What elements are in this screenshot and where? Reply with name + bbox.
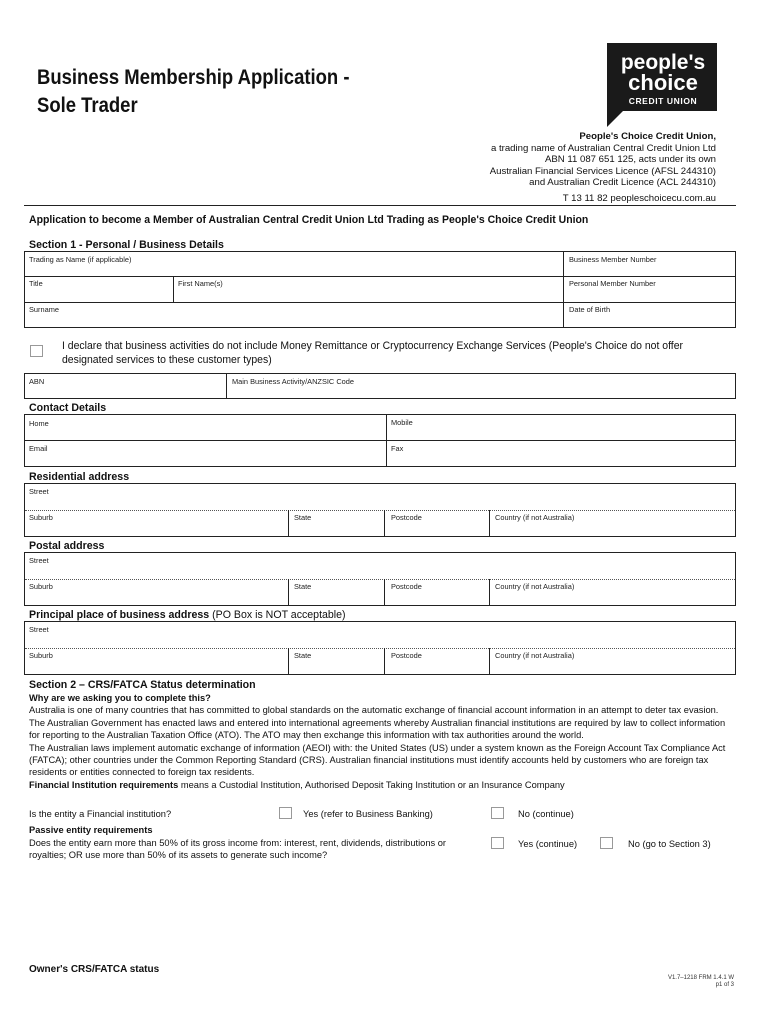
fi-yes-label: Yes (refer to Business Banking) — [303, 809, 433, 819]
title-line-1: Business Membership Application - — [37, 66, 350, 89]
passive-no-checkbox[interactable] — [600, 837, 613, 849]
fi-no-checkbox[interactable] — [491, 807, 504, 819]
abn-field[interactable]: ABN — [29, 377, 45, 386]
fi-requirements — [29, 779, 729, 791]
first-names-field[interactable]: First Name(s) — [178, 279, 223, 288]
principal-postcode-field[interactable]: Postcode — [391, 651, 422, 660]
principal-state-field[interactable]: State — [294, 651, 312, 660]
residential-box — [24, 483, 736, 537]
cu-line: Australian Financial Services Licence (AFSL 244310) — [489, 165, 716, 177]
principal-heading — [29, 609, 346, 621]
principal-heading-bold: Principal place of business address — [29, 609, 210, 621]
passive-no-label: No (go to Section 3) — [628, 839, 711, 849]
postal-country-field[interactable]: Country (if not Australia) — [495, 582, 575, 591]
passive-question-2: royalties; OR use more than 50% of its assets to generate such income? — [29, 850, 328, 860]
residential-state-field[interactable]: State — [294, 513, 312, 522]
cu-name: People's Choice Credit Union, — [579, 131, 716, 142]
paragraph-1: Australia is one of many countries that has committed to global standards on the automatic exchange of financial account information in an attempt to deter tax evasion. — [29, 705, 719, 716]
residential-suburb-field[interactable]: Suburb — [29, 513, 53, 522]
fi-requirements-bold: Financial Institution requirements — [29, 779, 179, 790]
postal-box — [24, 552, 736, 606]
contact-box — [24, 414, 736, 467]
postal-street-field[interactable]: Street — [29, 556, 49, 565]
home-phone-field[interactable]: Home — [29, 419, 49, 428]
section2-heading: Section 2 – CRS/FATCA Status determination — [29, 679, 256, 691]
principal-suburb-field[interactable]: Suburb — [29, 651, 53, 660]
section1-heading: Section 1 - Personal / Business Details — [29, 239, 224, 251]
passive-question-1: Does the entity earn more than 50% of its gross income from: interest, rent, dividends, distributions or — [29, 838, 447, 848]
application-statement: Application to become a Member of Australian Central Credit Union Ltd Trading as People's Choice Credit Union — [29, 214, 589, 226]
declaration-text: I declare that business activities do not include Money Remittance or Cryptocurrency Exchange Services (People's Choice do not offer designated services to these customer types) — [62, 340, 684, 366]
passive-yes-checkbox[interactable] — [491, 837, 504, 849]
cu-contact: T 13 11 82 peopleschoicecu.com.au — [562, 192, 716, 204]
residential-heading: Residential address — [29, 471, 130, 483]
postal-heading: Postal address — [29, 540, 105, 552]
principal-country-field[interactable]: Country (if not Australia) — [495, 651, 575, 660]
cu-line: a trading name of Australian Central Credit Union Ltd — [490, 142, 716, 154]
logo-text-2: choice — [628, 70, 698, 95]
residential-postcode-field[interactable]: Postcode — [391, 513, 422, 522]
abn-box — [24, 373, 736, 399]
postal-suburb-field[interactable]: Suburb — [29, 582, 53, 591]
postal-state-field[interactable]: State — [294, 582, 312, 591]
cu-line: ABN 11 087 651 125, acts under its own — [544, 154, 716, 166]
trading-name-field[interactable]: Trading as Name (if applicable) — [29, 255, 132, 264]
credit-union-details — [490, 131, 716, 205]
postal-postcode-field[interactable]: Postcode — [391, 582, 422, 591]
principal-heading-note: (PO Box is NOT acceptable) — [209, 609, 346, 621]
page-number: p1 of 3 — [715, 982, 734, 988]
mobile-field[interactable]: Mobile — [391, 418, 413, 427]
fi-requirements-rest: means a Custodial Institution, Authorised Deposit Taking Institution or an Insurance Company — [178, 779, 565, 790]
version-code: V1.7–1218 FRM 1.4.1 W — [667, 975, 734, 981]
fi-no-label: No (continue) — [518, 809, 574, 819]
date-of-birth-field[interactable]: Date of Birth — [569, 305, 611, 314]
surname-field[interactable]: Surname — [29, 305, 59, 314]
why-heading: Why are we asking you to complete this? — [29, 693, 211, 703]
paragraph-2: The Australian Government has enacted laws and entered into international agreements whereby Australian financial institutions are required by law to collect information for reporting to the Australian Taxation Office (ATO). The ATO may then exchange this information with tax authorities around the world. — [29, 717, 726, 741]
logo-text-1: people's — [620, 51, 706, 74]
fi-yes-checkbox[interactable] — [279, 807, 292, 819]
residential-street-field[interactable]: Street — [29, 487, 49, 496]
footer-version — [668, 975, 734, 989]
contact-heading: Contact Details — [29, 402, 107, 414]
fi-question: Is the entity a Financial institution? — [29, 809, 172, 819]
header-divider — [24, 205, 736, 206]
principal-street-field[interactable]: Street — [29, 625, 49, 634]
page-title — [37, 64, 407, 120]
paragraph-3: The Australian laws implement automatic exchange of information (AEOI) with: the United States (US) under a system known as the Foreign Account Tax Compliance Act (FATCA); other countries under the Common Reporting Standard (CRS). Australian financial institutions must identify accounts held by customers who are foreign tax residents or entities connected to foreign tax residents. — [29, 742, 726, 778]
personal-member-number-field[interactable]: Personal Member Number — [569, 279, 656, 288]
section2-body — [29, 692, 729, 791]
principal-box — [24, 621, 736, 675]
peoples-choice-logo — [607, 43, 717, 127]
title-line-2: Sole Trader — [37, 94, 138, 117]
fax-field[interactable]: Fax — [391, 444, 404, 453]
passive-yes-label: Yes (continue) — [518, 839, 578, 849]
cu-line: and Australian Credit Licence (ACL 244310) — [529, 177, 716, 189]
business-member-number-field[interactable]: Business Member Number — [569, 255, 657, 264]
owner-status-heading: Owner's CRS/FATCA status — [29, 964, 160, 975]
passive-heading: Passive entity requirements — [29, 825, 153, 835]
logo-text-3: CREDIT UNION — [628, 96, 698, 106]
main-activity-field[interactable]: Main Business Activity/ANZSIC Code — [232, 377, 354, 386]
residential-country-field[interactable]: Country (if not Australia) — [495, 513, 575, 522]
title-field[interactable]: Title — [29, 279, 43, 288]
email-field[interactable]: Email — [29, 444, 48, 453]
declaration-checkbox[interactable] — [30, 345, 43, 357]
section1-box — [24, 251, 736, 328]
